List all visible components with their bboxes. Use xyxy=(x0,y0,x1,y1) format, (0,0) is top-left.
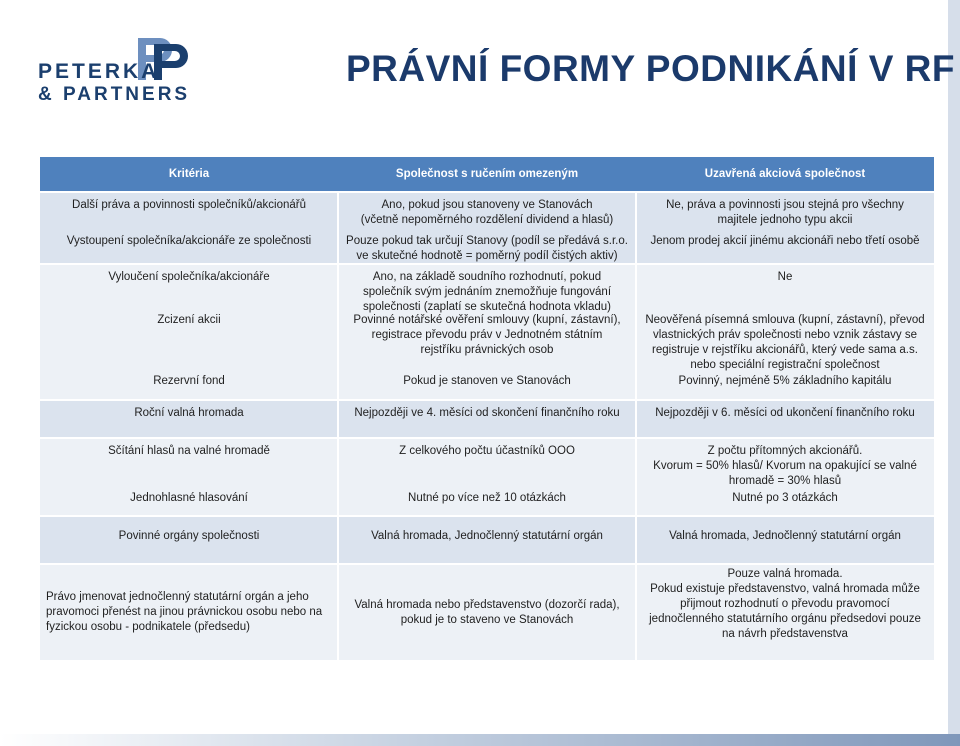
row-as: Ne, práva a povinnosti jsou stejná pro všechny majitele jednoho typu akcii xyxy=(666,199,904,226)
table-row xyxy=(40,308,934,370)
table-row xyxy=(40,401,934,437)
table-row xyxy=(40,229,934,263)
bottom-decor-bar xyxy=(0,734,960,746)
row-criteria: Jednohlasné hlasování xyxy=(130,492,248,504)
row-criteria: Rezervní fond xyxy=(153,375,225,387)
table-row xyxy=(40,517,934,563)
row-criteria: Povinné orgány společnosti xyxy=(118,530,260,542)
row-sro: Pokud je stanoven ve Stanovách xyxy=(403,375,571,387)
row-sro: Valná hromada, Jednočlenný statutární orgán xyxy=(371,530,603,542)
row-as: Povinný, nejméně 5% základního kapitálu xyxy=(678,375,892,387)
row-criteria: Právo jmenovat jednočlenný statutární orgán a jeho pravomoci přenést na jinou právnickou osobu nebo na fyzickou osobu - podnikatele (předsedu) xyxy=(46,591,323,633)
row-as: Ne xyxy=(777,271,793,283)
row-as: Pouze valná hromada. Pokud existuje představenstvo, valná hromada může přijmout rozhodnutí o převodu pravomocí jednočlenného statutárního orgánu předsedovi pouze na návrh představenstva xyxy=(649,568,921,640)
header-sro: Společnost s ručením omezeným xyxy=(395,167,579,180)
page-title: PRÁVNÍ FORMY PODNIKÁNÍ V RF xyxy=(346,48,955,89)
row-as: Z počtu přítomných akcionářů. Kvorum = 50% hlasů/ Kvorum na opakující se valné hromadě = 30% hlasů xyxy=(653,445,917,487)
row-as: Neověřená písemná smlouva (kupní, zástavní), převod vlastnických práv společnosti nebo vznik zástavy se registruje v rejstříku akcionářů, který vede sama a.s. nebo speciální registrační společnost xyxy=(645,314,925,371)
row-as: Nejpozději v 6. měsíci od ukončení finančního roku xyxy=(655,407,915,419)
row-criteria: Vyloučení společníka/akcionáře xyxy=(108,271,270,283)
header-criteria: Kritéria xyxy=(168,167,210,180)
row-sro: Z celkového počtu účastníků OOO xyxy=(399,445,575,457)
right-decor-bar xyxy=(948,0,960,746)
table-row xyxy=(40,265,934,311)
row-criteria: Zcizení akcii xyxy=(157,314,221,326)
logo-text-partners: & PARTNERS xyxy=(38,84,191,105)
row-as: Nutné po 3 otázkách xyxy=(732,492,838,504)
table-row xyxy=(40,565,934,660)
row-sro: Nejpozději ve 4. měsíci od skončení finančního roku xyxy=(354,407,620,419)
row-sro: Ano, na základě soudního rozhodnutí, pokud společník svým jednáním znemožňuje fungování společnosti (zaplatí se skutečná hodnota vkladu) xyxy=(362,271,612,313)
logo-text-peterka: PETERKA xyxy=(38,60,160,83)
row-as: Jenom prodej akcií jinému akcionáři nebo třetí osobě xyxy=(650,235,920,247)
row-criteria: Roční valná hromada xyxy=(134,407,244,419)
header-as: Uzavřená akciová společnost xyxy=(704,167,866,180)
row-sro: Pouze pokud tak určují Stanovy (podíl se předává s.r.o. ve skutečné hodnotě = poměrný podíl čistých aktiv) xyxy=(346,235,628,262)
row-sro: Nutné po více než 10 otázkách xyxy=(408,492,566,504)
table-row xyxy=(40,369,934,399)
table-row xyxy=(40,193,934,230)
row-criteria: Sčítání hlasů na valné hromadě xyxy=(108,445,270,457)
peterka-partners-logo xyxy=(38,36,278,106)
table-header xyxy=(40,157,934,191)
row-sro: Povinné notářské ověření smlouvy (kupní, zástavní), registrace převodu práv v Jednotném státním rejstříku právnických osob xyxy=(353,314,621,356)
row-criteria: Vystoupení společníka/akcionáře ze společnosti xyxy=(66,235,312,247)
row-sro: Valná hromada nebo představenstvo (dozorčí rada), pokud je to staveno ve Stanovách xyxy=(354,598,620,626)
row-as: Valná hromada, Jednočlenný statutární orgán xyxy=(669,530,901,542)
row-sro: Ano, pokud jsou stanoveny ve Stanovách (včetně nepoměrného rozdělení dividend a hlasů) xyxy=(360,199,614,226)
row-criteria: Další práva a povinnosti společníků/akcionářů xyxy=(72,199,306,211)
table-row xyxy=(40,439,934,489)
table-row xyxy=(40,486,934,515)
